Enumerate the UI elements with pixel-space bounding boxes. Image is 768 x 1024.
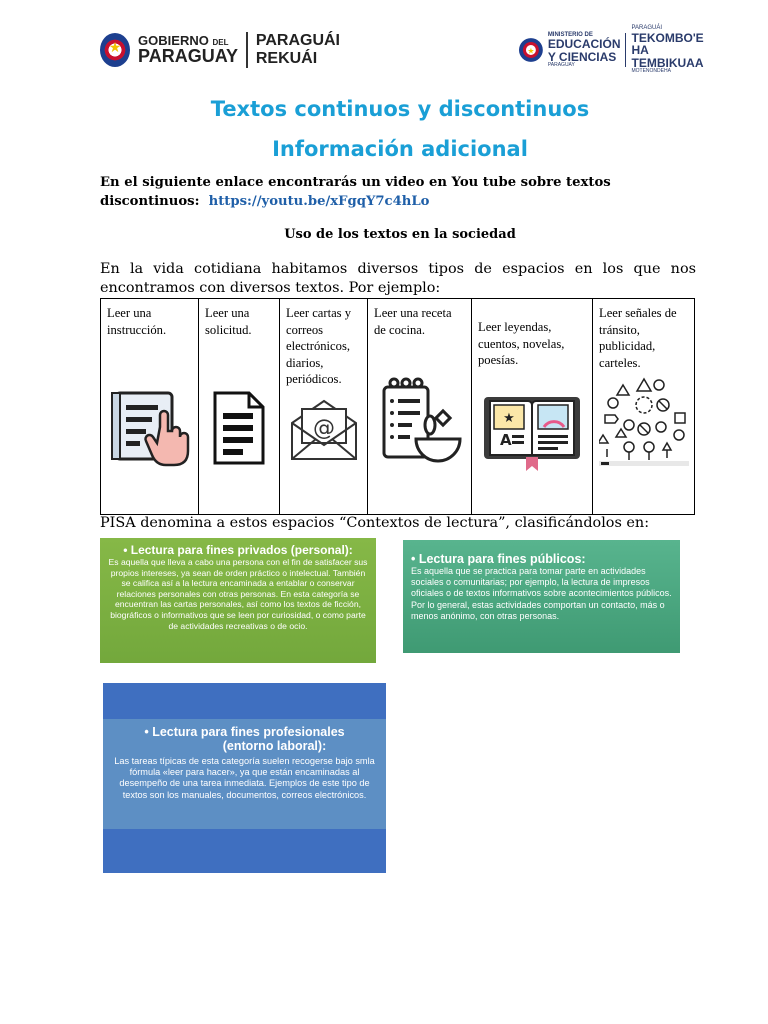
open-book-icon	[482, 391, 582, 473]
svg-text:A: A	[500, 431, 512, 449]
mec-top: MINISTERIO DE	[547, 31, 593, 38]
pisa-paragraph: PISA denomina a estos espacios “Contextos de lectura”, clasificándolos en:	[100, 515, 650, 531]
tek-main1: TEKOMBO'E	[631, 30, 704, 45]
private-body: Es aquella que lleva a cabo una persona con el fin de satisfacer sus propios intereses, ya sean de orden práctico o intelectual. También se califica así a la lectura encaminada a entablar o conservar relaciones personales con otras personas. En esta categoría se encuentran las cartas personales, así como los textos de ficción, biográficos o informativos que se leen por curiosidad, o como parte de actividades recreativas o de ocio.	[108, 557, 368, 631]
mec-divider	[625, 33, 626, 67]
tablet-touch-icon	[108, 389, 192, 469]
tek-main2: HA TEMBIKUAA	[631, 43, 704, 70]
logo-right2: REKUÁI	[255, 50, 318, 67]
cell-text: Leer leyendas, cuentos, novelas, poesías.	[478, 320, 565, 367]
tek-top: PARAGUÁI	[631, 25, 663, 32]
intro-text: En el siguiente enlace encontrarás un video en You tube sobre textos discontinuos:	[100, 175, 611, 209]
intro-body-paragraph: En la vida cotidiana habitamos diversos tipos de espacios en los que nos encontramos con diversos textos. Por ejemplo:	[100, 261, 696, 296]
mec-emblem-icon	[518, 37, 544, 63]
mec-logo	[518, 25, 723, 75]
professional-heading1: • Lectura para fines profesionales	[144, 725, 345, 739]
gobierno-paraguay-logo	[100, 28, 340, 72]
public-body: Es aquella que se practica para tomar parte en actividades sociales o comunitarias; por ejemplo, la lectura de impresos oficiales o de textos informativos sobre acontecimientos públicos. Por lo general, estas actividades comportan un contacto, más o menos anónimo, con otras personas.	[411, 566, 672, 621]
logo-right1: PARAGUÁI	[255, 32, 340, 50]
professional-reading-box	[103, 683, 386, 873]
cell-text: Leer una solicitud.	[205, 306, 252, 337]
table-cell	[593, 299, 694, 514]
logo-line1: GOBIERNO	[138, 32, 209, 48]
table-cell	[472, 299, 593, 514]
examples-table	[100, 298, 695, 515]
youtube-link[interactable]: https://youtu.be/xFgqY7c4hLo	[208, 194, 430, 209]
logo-line1-small: DEL	[212, 37, 229, 47]
recipe-notepad-icon	[378, 377, 462, 465]
public-reading-box	[403, 540, 680, 653]
professional-heading2: (entorno laboral):	[222, 739, 327, 753]
cell-text: Leer una receta de cocina.	[374, 306, 452, 337]
traffic-signs-icon	[599, 377, 689, 467]
svg-text:★: ★	[527, 46, 535, 56]
table-cell	[280, 299, 368, 514]
private-reading-box	[100, 538, 376, 663]
mec-main2: Y CIENCIAS	[547, 49, 617, 64]
section-title: Uso de los textos en la sociedad	[284, 227, 516, 242]
professional-inner-panel	[103, 719, 386, 829]
intro-paragraph	[100, 173, 700, 211]
cell-text: Leer cartas y correos electrónicos, diarios, periódicos.	[286, 306, 352, 386]
table-cell	[101, 299, 199, 514]
cell-text: Leer una instrucción.	[107, 306, 167, 337]
document-icon	[209, 389, 269, 467]
page-title: Textos continuos y discontinuos	[210, 97, 590, 121]
logo-divider	[246, 32, 248, 68]
mec-main1: EDUCACIÓN	[547, 36, 621, 51]
table-cell	[199, 299, 280, 514]
email-envelope-icon	[288, 397, 360, 463]
professional-body: Las tareas típicas de esta categoría suelen recogerse bajo smla fórmula «leer para hacer», ya que están encaminadas al desempeño de una tarea inmediata. Ejemplos de este tipo de textos son los manuales, documentos, correos electrónicos.	[114, 756, 375, 800]
mec-bottom: PARAGUAY	[547, 62, 575, 69]
public-heading: • Lectura para fines públicos:	[411, 552, 586, 566]
svg-text:@: @	[312, 416, 335, 441]
table-cell	[368, 299, 472, 514]
private-heading: • Lectura para fines privados (personal):	[123, 543, 353, 557]
svg-text:★: ★	[503, 410, 515, 425]
logo-line2: PARAGUAY	[138, 46, 239, 67]
tek-bottom: MOTENONDEHA	[631, 68, 671, 75]
national-seal-icon	[100, 33, 130, 67]
page-subtitle: Información adicional	[272, 137, 528, 161]
cell-text: Leer señales de tránsito, publicidad, carteles.	[599, 306, 677, 370]
